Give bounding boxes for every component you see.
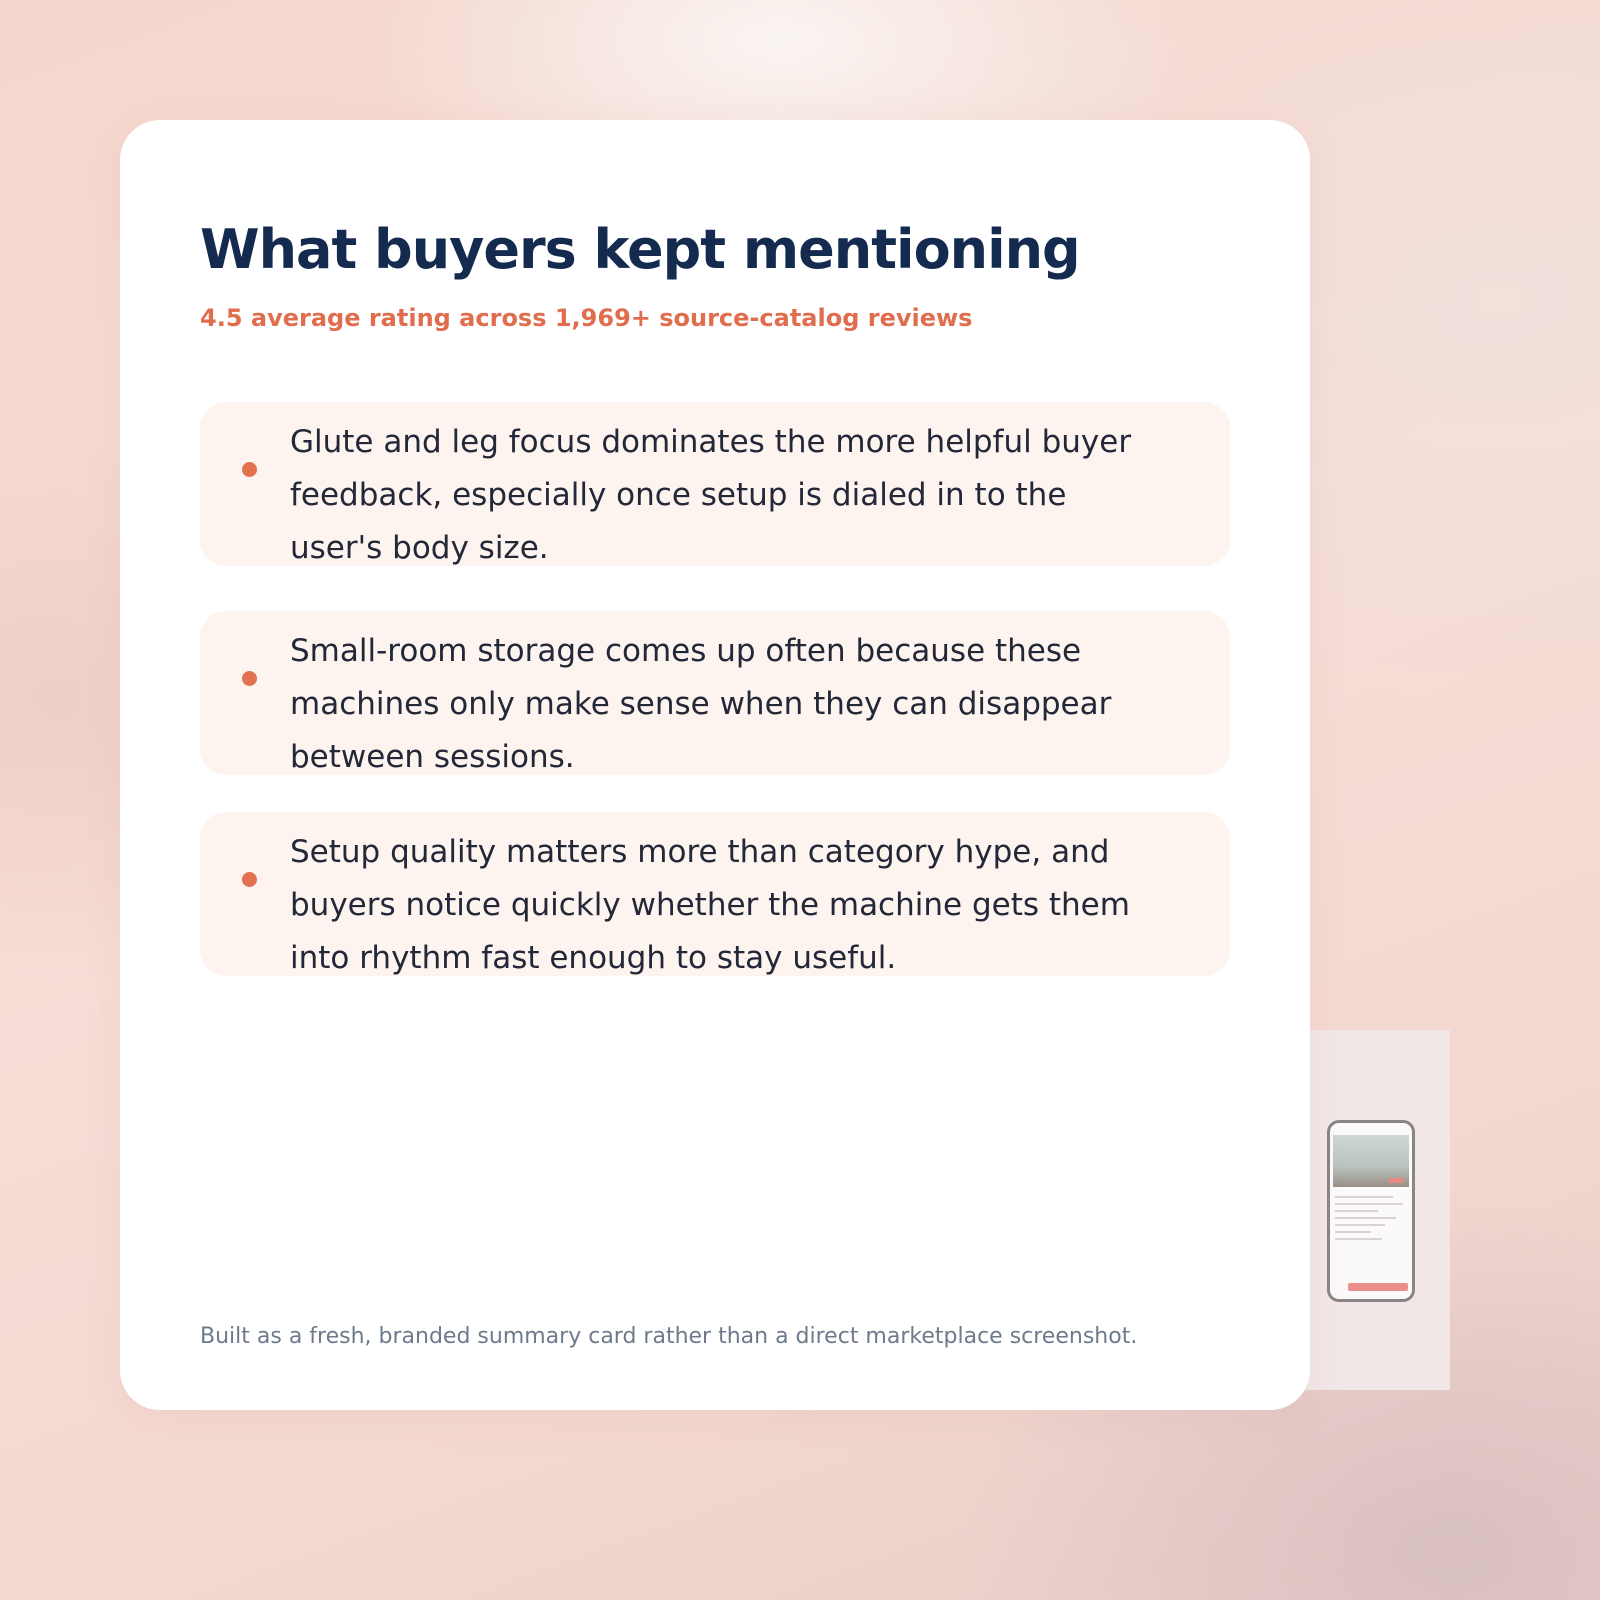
rating-summary: 4.5 average rating across 1,969+ source-catalog reviews: [200, 304, 973, 332]
feedback-item: [200, 402, 1230, 566]
feedback-item: [200, 611, 1230, 775]
phone-content-lines: [1330, 1187, 1412, 1249]
summary-card: [120, 120, 1310, 1410]
feedback-item-text: Glute and leg focus dominates the more helpful buyer feedback, especially once setup is dialed in to the user's body size.: [290, 424, 1132, 566]
footer-note: Built as a fresh, branded summary card rather than a direct marketplace screenshot.: [200, 1324, 1138, 1349]
phone-header: [1330, 1123, 1412, 1135]
feedback-item: [200, 812, 1230, 976]
feedback-item-text: Setup quality matters more than category hype, and buyers notice quickly whether the machine gets them into rhythm fast enough to stay useful.: [290, 834, 1130, 976]
card-title: What buyers kept mentioning: [200, 218, 1080, 281]
phone-workout-photo: [1333, 1135, 1409, 1187]
phone-mockup-image: [1327, 1120, 1415, 1302]
bullet-dot-icon: [242, 872, 257, 887]
feedback-item-text: Small-room storage comes up often because these machines only make sense when they can disappear between sessions.: [290, 633, 1112, 775]
bullet-dot-icon: [242, 671, 257, 686]
phone-start-button: [1348, 1283, 1408, 1291]
bullet-dot-icon: [242, 462, 257, 477]
